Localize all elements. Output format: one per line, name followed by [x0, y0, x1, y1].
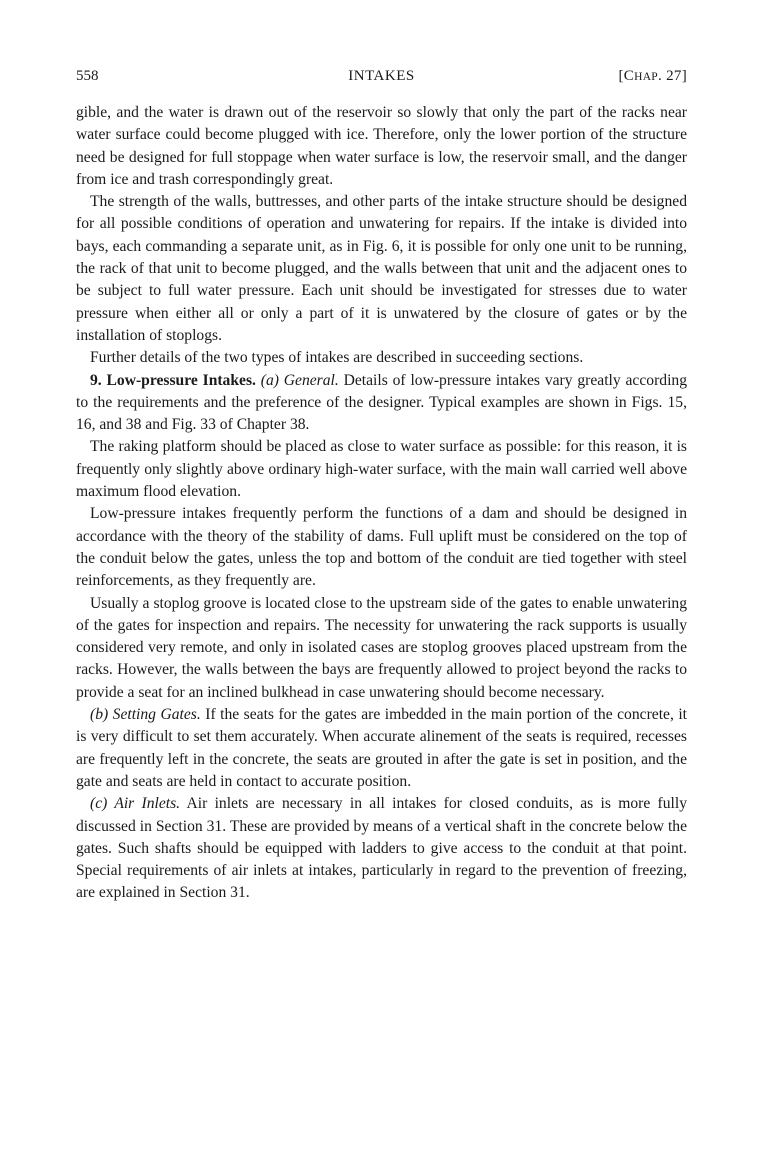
- paragraph-air-inlets: [76, 793, 687, 904]
- subsection-heading-setting-gates: (b) Setting Gates.: [90, 706, 201, 724]
- paragraph-stoplog-groove: Usually a stoplog groove is located close to the upstream side of the gates to enable unwatering of the gates for inspection and repairs. The necessity for unwatering the rack supports is usually considered very remote, and only in isolated cases are stoplog grooves placed upstream from the racks. However, the walls between the bays are frequently allowed to project beyond the racks to provide a seat for an inclined bulkhead in case unwatering should become necessary.: [76, 594, 687, 701]
- paragraph-continuation: gible, and the water is drawn out of the reservoir so slowly that only the part of the racks near water surface could become plugged with ice. Therefore, only the lower portion of the structure need be designed for full stoppage when water surface is low, the reservoir small, and the danger from ice and trash correspondingly great.: [76, 104, 687, 188]
- paragraph-text: Air inlets are necessary in all intakes for closed conduits, as is more fully discussed in Section 31. These are provided by means of a vertical shaft in the concrete below the gates. Such shafts should be equipped with ladders to give access to the conduit at that point. Special requirements of air inlets at intakes, particularly in regard to the prevention of freezing, are explained in Section 31.: [76, 795, 688, 902]
- page-number: 558: [76, 68, 99, 84]
- paragraph-low-pressure-general: [76, 370, 687, 437]
- subsection-heading-air-inlets: (c) Air Inlets.: [90, 795, 181, 813]
- chapter-smallcaps: HAP: [634, 71, 658, 83]
- chapter-open: [C: [618, 68, 635, 84]
- paragraph-raking-platform: The raking platform should be placed as close to water surface as possible: for this reason, it is frequently only slightly above ordinary high-water surface, with the main wall carried well above maximum flood elevation.: [76, 438, 687, 501]
- paragraph-dam-functions: Low-pressure intakes frequently perform the functions of a dam and should be designed in accordance with the theory of the stability of dams. Full uplift must be considered on the top of the conduit below the gates, unless the top and bottom of the conduit are tied together with steel reinforcements, as they frequently are.: [76, 505, 687, 590]
- running-title: INTAKES: [348, 68, 415, 84]
- paragraph-further-details: Further details of the two types of intakes are described in succeeding sections.: [90, 349, 584, 367]
- paragraph-text: Details of low-pressure intakes vary greatly according to the requirements and the preference of the designer. Typical examples are shown in Figs. 15, 16, and 38 and Fig. 33 of Chapter 38.: [76, 371, 687, 434]
- book-page: [76, 64, 687, 905]
- running-header: [76, 64, 687, 88]
- chapter-close: . 27]: [658, 68, 687, 84]
- section-heading: 9. Low-pressure Intakes.: [90, 371, 256, 389]
- paragraph-setting-gates: [76, 704, 687, 793]
- paragraph-text: If the seats for the gates are imbedded in the main portion of the concrete, it is very difficult to set them accurately. When accurate alinement of the seats is required, recesses are frequently left in the concrete, the seats are grouted in after the gate is set in position, and the gate and seats are held in contact to accurate position.: [76, 706, 687, 790]
- page-body: [76, 102, 687, 905]
- subsection-heading-general: (a) General.: [260, 371, 339, 389]
- paragraph-structural-strength: The strength of the walls, buttresses, and other parts of the intake structure should be designed for all possible conditions of operation and unwatering for repairs. If the intake is divided into bays, each commanding a separate unit, as in Fig. 6, it is possible for only one unit to be running, the rack of that unit to become plugged, and the walls between that unit and the adjacent ones to be subject to full water pressure. Each unit should be investigated for stresses due to water pressure when either all or only a part of it is unwatered by the closure of gates or by the installation of stoplogs.: [76, 193, 687, 344]
- chapter-reference: [618, 64, 687, 89]
